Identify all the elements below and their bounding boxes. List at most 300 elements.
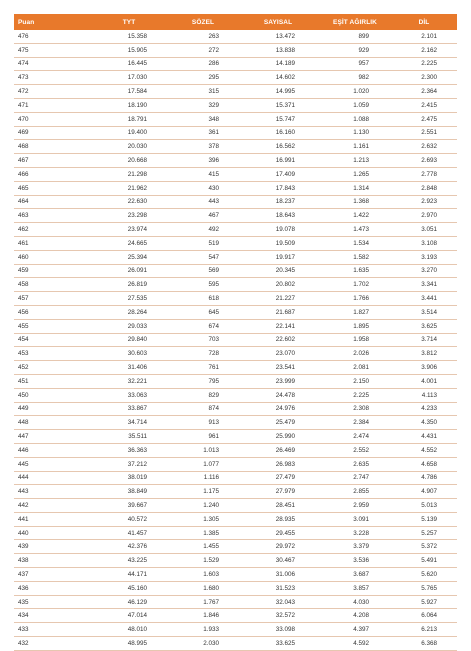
cell-tyt: 38.849 [89, 485, 169, 499]
cell-sozel: 728 [169, 347, 237, 361]
table-row [14, 305, 457, 319]
cell-puan: 448 [14, 416, 89, 430]
cell-dil: 3.906 [391, 361, 457, 375]
cell-tyt: 23.974 [89, 223, 169, 237]
cell-sozel: 1.680 [169, 581, 237, 595]
cell-sozel: 1.013 [169, 443, 237, 457]
cell-sozel: 1.933 [169, 623, 237, 637]
cell-tyt: 45.160 [89, 581, 169, 595]
cell-dil: 5.491 [391, 554, 457, 568]
cell-tyt: 25.394 [89, 250, 169, 264]
cell-dil: 5.257 [391, 526, 457, 540]
table-row [14, 526, 457, 540]
cell-esit-agirlik: 1.702 [319, 278, 391, 292]
cell-dil: 2.848 [391, 181, 457, 195]
cell-puan: 469 [14, 126, 89, 140]
cell-dil: 4.658 [391, 457, 457, 471]
cell-tyt: 47.014 [89, 609, 169, 623]
cell-sayisal: 16.160 [237, 126, 319, 140]
cell-sozel: 595 [169, 278, 237, 292]
cell-tyt: 27.535 [89, 292, 169, 306]
cell-sayisal: 33.625 [237, 637, 319, 651]
cell-puan: 450 [14, 388, 89, 402]
cell-sayisal: 24.478 [237, 388, 319, 402]
cell-puan: 434 [14, 609, 89, 623]
table-row [14, 30, 457, 43]
cell-sayisal: 28.935 [237, 512, 319, 526]
table-row [14, 457, 457, 471]
cell-puan: 459 [14, 264, 89, 278]
cell-tyt: 17.030 [89, 71, 169, 85]
cell-esit-agirlik: 2.959 [319, 499, 391, 513]
cell-sozel: 378 [169, 140, 237, 154]
cell-sayisal: 19.917 [237, 250, 319, 264]
cell-puan: 476 [14, 30, 89, 43]
cell-puan: 435 [14, 595, 89, 609]
cell-sozel: 913 [169, 416, 237, 430]
table-row [14, 250, 457, 264]
cell-esit-agirlik: 1.895 [319, 319, 391, 333]
cell-puan: 436 [14, 581, 89, 595]
table-row [14, 85, 457, 99]
cell-tyt: 19.400 [89, 126, 169, 140]
cell-sayisal: 26.469 [237, 443, 319, 457]
cell-tyt: 36.363 [89, 443, 169, 457]
cell-esit-agirlik: 1.582 [319, 250, 391, 264]
table-row [14, 236, 457, 250]
table-row [14, 319, 457, 333]
cell-tyt: 26.091 [89, 264, 169, 278]
table-row [14, 43, 457, 57]
cell-puan: 444 [14, 471, 89, 485]
cell-dil: 5.620 [391, 568, 457, 582]
table-row [14, 154, 457, 168]
cell-esit-agirlik: 2.474 [319, 430, 391, 444]
cell-sayisal: 15.371 [237, 98, 319, 112]
cell-tyt: 23.298 [89, 209, 169, 223]
cell-sozel: 569 [169, 264, 237, 278]
cell-tyt: 31.406 [89, 361, 169, 375]
cell-tyt: 28.264 [89, 305, 169, 319]
cell-esit-agirlik: 1.473 [319, 223, 391, 237]
cell-puan: 472 [14, 85, 89, 99]
cell-sozel: 547 [169, 250, 237, 264]
table-row [14, 568, 457, 582]
cell-dil: 5.139 [391, 512, 457, 526]
cell-esit-agirlik: 1.827 [319, 305, 391, 319]
cell-esit-agirlik: 1.265 [319, 167, 391, 181]
cell-dil: 2.693 [391, 154, 457, 168]
table-row [14, 347, 457, 361]
cell-esit-agirlik: 1.213 [319, 154, 391, 168]
cell-esit-agirlik: 4.208 [319, 609, 391, 623]
cell-sayisal: 29.972 [237, 540, 319, 554]
cell-sozel: 1.846 [169, 609, 237, 623]
cell-sozel: 703 [169, 333, 237, 347]
cell-esit-agirlik: 1.368 [319, 195, 391, 209]
cell-puan: 447 [14, 430, 89, 444]
cell-sayisal: 25.479 [237, 416, 319, 430]
cell-puan: 451 [14, 374, 89, 388]
cell-tyt: 15.905 [89, 43, 169, 57]
cell-dil: 4.233 [391, 402, 457, 416]
table-row [14, 430, 457, 444]
cell-puan: 464 [14, 195, 89, 209]
table-row [14, 443, 457, 457]
cell-dil: 3.051 [391, 223, 457, 237]
header-esit-agirlik: EŞİT AĞIRLIK [333, 18, 377, 26]
cell-tyt: 34.714 [89, 416, 169, 430]
cell-tyt: 30.603 [89, 347, 169, 361]
cell-tyt: 26.819 [89, 278, 169, 292]
cell-dil: 5.013 [391, 499, 457, 513]
cell-dil: 5.372 [391, 540, 457, 554]
table-row [14, 361, 457, 375]
cell-dil: 2.632 [391, 140, 457, 154]
cell-tyt: 15.358 [89, 30, 169, 43]
cell-sayisal: 23.070 [237, 347, 319, 361]
cell-esit-agirlik: 3.091 [319, 512, 391, 526]
cell-esit-agirlik: 4.397 [319, 623, 391, 637]
cell-puan: 458 [14, 278, 89, 292]
cell-sayisal: 22.141 [237, 319, 319, 333]
cell-sayisal: 20.802 [237, 278, 319, 292]
table-row [14, 402, 457, 416]
cell-sozel: 1.455 [169, 540, 237, 554]
cell-puan: 456 [14, 305, 89, 319]
table-row [14, 112, 457, 126]
cell-sayisal: 23.999 [237, 374, 319, 388]
cell-tyt: 22.630 [89, 195, 169, 209]
cell-dil: 2.300 [391, 71, 457, 85]
cell-sozel: 467 [169, 209, 237, 223]
table-row [14, 292, 457, 306]
cell-puan: 467 [14, 154, 89, 168]
cell-dil: 2.101 [391, 30, 457, 43]
cell-dil: 2.475 [391, 112, 457, 126]
cell-tyt: 48.010 [89, 623, 169, 637]
cell-puan: 465 [14, 181, 89, 195]
cell-tyt: 42.376 [89, 540, 169, 554]
cell-esit-agirlik: 1.766 [319, 292, 391, 306]
cell-sozel: 295 [169, 71, 237, 85]
table-row [14, 637, 457, 651]
cell-sozel: 492 [169, 223, 237, 237]
cell-sayisal: 27.979 [237, 485, 319, 499]
cell-puan: 474 [14, 57, 89, 71]
cell-puan: 457 [14, 292, 89, 306]
cell-sozel: 443 [169, 195, 237, 209]
cell-sozel: 645 [169, 305, 237, 319]
cell-sozel: 415 [169, 167, 237, 181]
cell-esit-agirlik: 1.314 [319, 181, 391, 195]
cell-sayisal: 31.523 [237, 581, 319, 595]
cell-sozel: 396 [169, 154, 237, 168]
cell-sozel: 795 [169, 374, 237, 388]
cell-esit-agirlik: 957 [319, 57, 391, 71]
cell-puan: 442 [14, 499, 89, 513]
cell-dil: 4.350 [391, 416, 457, 430]
cell-sozel: 618 [169, 292, 237, 306]
cell-tyt: 33.867 [89, 402, 169, 416]
cell-sozel: 430 [169, 181, 237, 195]
table-row [14, 264, 457, 278]
cell-tyt: 16.445 [89, 57, 169, 71]
cell-sozel: 1.240 [169, 499, 237, 513]
cell-sozel: 329 [169, 98, 237, 112]
cell-tyt: 32.221 [89, 374, 169, 388]
cell-puan: 473 [14, 71, 89, 85]
cell-sayisal: 24.976 [237, 402, 319, 416]
cell-sayisal: 16.562 [237, 140, 319, 154]
cell-sozel: 1.175 [169, 485, 237, 499]
cell-sozel: 348 [169, 112, 237, 126]
cell-sayisal: 19.509 [237, 236, 319, 250]
cell-sayisal: 23.541 [237, 361, 319, 375]
cell-esit-agirlik: 2.026 [319, 347, 391, 361]
cell-puan: 445 [14, 457, 89, 471]
cell-tyt: 33.063 [89, 388, 169, 402]
cell-sayisal: 32.572 [237, 609, 319, 623]
cell-dil: 4.907 [391, 485, 457, 499]
cell-dil: 6.213 [391, 623, 457, 637]
table-row [14, 223, 457, 237]
cell-esit-agirlik: 1.422 [319, 209, 391, 223]
cell-esit-agirlik: 1.635 [319, 264, 391, 278]
cell-dil: 2.225 [391, 57, 457, 71]
cell-dil: 2.415 [391, 98, 457, 112]
cell-esit-agirlik: 4.030 [319, 595, 391, 609]
cell-tyt: 39.667 [89, 499, 169, 513]
cell-puan: 468 [14, 140, 89, 154]
cell-sayisal: 25.990 [237, 430, 319, 444]
cell-sozel: 286 [169, 57, 237, 71]
cell-sayisal: 14.995 [237, 85, 319, 99]
cell-dil: 2.551 [391, 126, 457, 140]
cell-dil: 5.765 [391, 581, 457, 595]
cell-esit-agirlik: 1.130 [319, 126, 391, 140]
cell-puan: 453 [14, 347, 89, 361]
cell-esit-agirlik: 2.635 [319, 457, 391, 471]
cell-esit-agirlik: 1.088 [319, 112, 391, 126]
header-sozel: SÖZEL [191, 18, 215, 26]
table-row [14, 278, 457, 292]
cell-esit-agirlik: 899 [319, 30, 391, 43]
cell-esit-agirlik: 1.534 [319, 236, 391, 250]
cell-sayisal: 21.227 [237, 292, 319, 306]
cell-esit-agirlik: 2.855 [319, 485, 391, 499]
table-row [14, 485, 457, 499]
cell-sozel: 1.767 [169, 595, 237, 609]
table-row [14, 167, 457, 181]
cell-puan: 438 [14, 554, 89, 568]
table-row [14, 609, 457, 623]
cell-sayisal: 17.409 [237, 167, 319, 181]
cell-dil: 3.108 [391, 236, 457, 250]
cell-sayisal: 30.467 [237, 554, 319, 568]
table-row [14, 209, 457, 223]
cell-esit-agirlik: 2.552 [319, 443, 391, 457]
cell-puan: 470 [14, 112, 89, 126]
cell-esit-agirlik: 2.308 [319, 402, 391, 416]
cell-sozel: 272 [169, 43, 237, 57]
cell-puan: 433 [14, 623, 89, 637]
cell-puan: 432 [14, 637, 89, 651]
cell-puan: 471 [14, 98, 89, 112]
cell-dil: 3.193 [391, 250, 457, 264]
cell-dil: 3.341 [391, 278, 457, 292]
cell-tyt: 44.171 [89, 568, 169, 582]
cell-dil: 2.162 [391, 43, 457, 57]
cell-sozel: 1.529 [169, 554, 237, 568]
cell-sozel: 1.603 [169, 568, 237, 582]
cell-sozel: 1.385 [169, 526, 237, 540]
cell-puan: 449 [14, 402, 89, 416]
cell-sayisal: 16.991 [237, 154, 319, 168]
cell-tyt: 37.212 [89, 457, 169, 471]
cell-sozel: 263 [169, 30, 237, 43]
cell-sozel: 874 [169, 402, 237, 416]
table-row [14, 595, 457, 609]
cell-tyt: 40.572 [89, 512, 169, 526]
cell-esit-agirlik: 1.958 [319, 333, 391, 347]
cell-sayisal: 28.451 [237, 499, 319, 513]
cell-sayisal: 22.602 [237, 333, 319, 347]
table-row [14, 181, 457, 195]
cell-esit-agirlik: 3.687 [319, 568, 391, 582]
table-row [14, 512, 457, 526]
cell-sayisal: 21.687 [237, 305, 319, 319]
table-row [14, 554, 457, 568]
cell-tyt: 18.190 [89, 98, 169, 112]
table-row [14, 540, 457, 554]
cell-puan: 446 [14, 443, 89, 457]
cell-puan: 462 [14, 223, 89, 237]
cell-tyt: 29.840 [89, 333, 169, 347]
cell-tyt: 17.584 [89, 85, 169, 99]
cell-dil: 4.552 [391, 443, 457, 457]
cell-tyt: 48.995 [89, 637, 169, 651]
table-header [14, 14, 457, 30]
header-dil: DİL [418, 18, 430, 26]
cell-tyt: 21.962 [89, 181, 169, 195]
cell-dil: 3.270 [391, 264, 457, 278]
cell-dil: 4.431 [391, 430, 457, 444]
cell-puan: 454 [14, 333, 89, 347]
cell-puan: 437 [14, 568, 89, 582]
header-tyt: TYT [122, 18, 136, 26]
cell-esit-agirlik: 2.081 [319, 361, 391, 375]
cell-sozel: 1.077 [169, 457, 237, 471]
cell-sozel: 761 [169, 361, 237, 375]
cell-esit-agirlik: 4.592 [319, 637, 391, 651]
table-row [14, 140, 457, 154]
cell-sayisal: 20.345 [237, 264, 319, 278]
table-row [14, 195, 457, 209]
cell-tyt: 35.511 [89, 430, 169, 444]
cell-esit-agirlik: 3.228 [319, 526, 391, 540]
cell-sozel: 674 [169, 319, 237, 333]
cell-sayisal: 29.455 [237, 526, 319, 540]
cell-esit-agirlik: 2.150 [319, 374, 391, 388]
table-row [14, 499, 457, 513]
cell-dil: 6.368 [391, 637, 457, 651]
table-row [14, 388, 457, 402]
cell-sozel: 829 [169, 388, 237, 402]
table-row [14, 57, 457, 71]
cell-esit-agirlik: 3.379 [319, 540, 391, 554]
cell-sayisal: 18.643 [237, 209, 319, 223]
table-body [14, 30, 457, 650]
cell-puan: 455 [14, 319, 89, 333]
score-ranking-table [14, 14, 457, 651]
table-row [14, 71, 457, 85]
cell-esit-agirlik: 3.857 [319, 581, 391, 595]
cell-sozel: 519 [169, 236, 237, 250]
cell-sayisal: 13.472 [237, 30, 319, 43]
cell-dil: 2.364 [391, 85, 457, 99]
cell-sozel: 961 [169, 430, 237, 444]
cell-puan: 440 [14, 526, 89, 540]
cell-esit-agirlik: 1.020 [319, 85, 391, 99]
cell-sayisal: 13.838 [237, 43, 319, 57]
cell-dil: 4.001 [391, 374, 457, 388]
table-row [14, 581, 457, 595]
cell-puan: 475 [14, 43, 89, 57]
cell-sayisal: 18.237 [237, 195, 319, 209]
cell-sayisal: 15.747 [237, 112, 319, 126]
cell-esit-agirlik: 982 [319, 71, 391, 85]
cell-dil: 2.778 [391, 167, 457, 181]
header-puan: Puan [18, 18, 35, 26]
cell-puan: 466 [14, 167, 89, 181]
cell-tyt: 20.668 [89, 154, 169, 168]
cell-dil: 3.812 [391, 347, 457, 361]
cell-dil: 4.113 [391, 388, 457, 402]
cell-puan: 460 [14, 250, 89, 264]
cell-sayisal: 33.098 [237, 623, 319, 637]
cell-tyt: 18.791 [89, 112, 169, 126]
cell-puan: 452 [14, 361, 89, 375]
cell-esit-agirlik: 2.225 [319, 388, 391, 402]
cell-dil: 6.064 [391, 609, 457, 623]
cell-tyt: 21.298 [89, 167, 169, 181]
cell-dil: 2.970 [391, 209, 457, 223]
cell-sozel: 361 [169, 126, 237, 140]
table-row [14, 333, 457, 347]
cell-puan: 441 [14, 512, 89, 526]
cell-puan: 461 [14, 236, 89, 250]
cell-sayisal: 26.983 [237, 457, 319, 471]
table-row [14, 416, 457, 430]
cell-sayisal: 14.189 [237, 57, 319, 71]
cell-esit-agirlik: 929 [319, 43, 391, 57]
table-row [14, 623, 457, 637]
cell-tyt: 38.019 [89, 471, 169, 485]
cell-sozel: 2.030 [169, 637, 237, 651]
cell-sayisal: 32.043 [237, 595, 319, 609]
cell-sayisal: 14.602 [237, 71, 319, 85]
cell-puan: 443 [14, 485, 89, 499]
cell-tyt: 24.665 [89, 236, 169, 250]
cell-sozel: 1.305 [169, 512, 237, 526]
cell-puan: 439 [14, 540, 89, 554]
cell-puan: 463 [14, 209, 89, 223]
cell-dil: 3.714 [391, 333, 457, 347]
cell-tyt: 20.030 [89, 140, 169, 154]
table-row [14, 471, 457, 485]
cell-esit-agirlik: 2.384 [319, 416, 391, 430]
